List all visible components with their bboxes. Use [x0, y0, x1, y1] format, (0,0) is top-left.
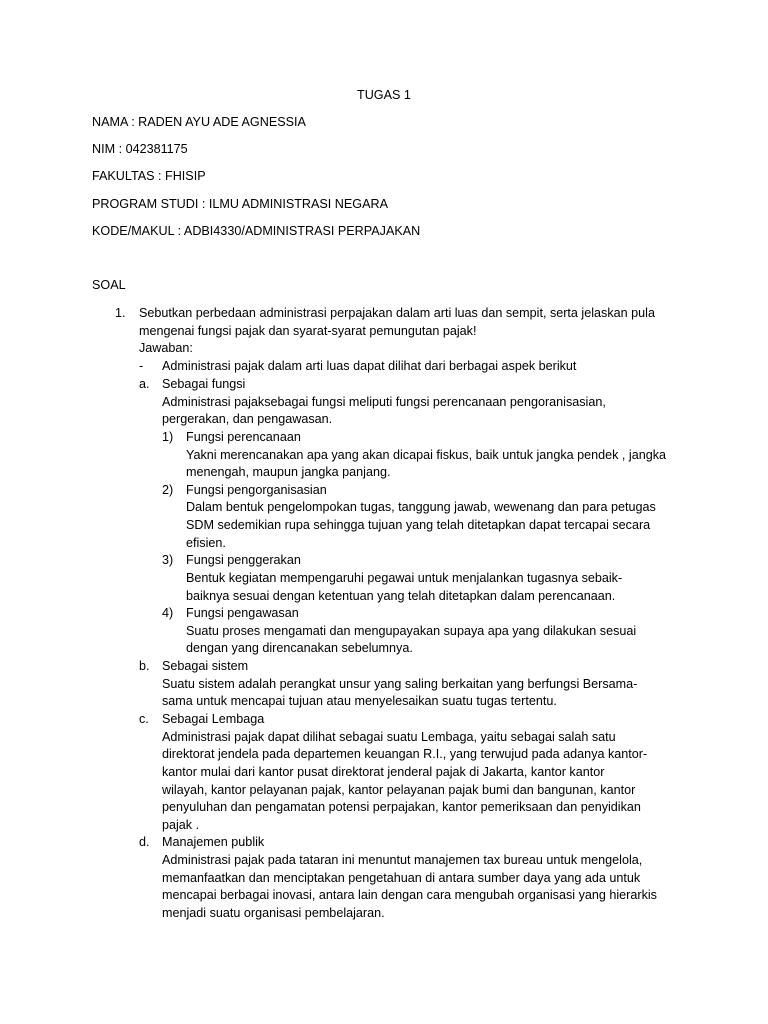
sub-title: Fungsi pengorganisasian [186, 483, 327, 497]
sub-title: Fungsi perencanaan [186, 430, 301, 444]
paragraph-line: kantor mulai dari kantor pusat direktorat jenderal pajak di Jakarta, kantor kantor [162, 765, 605, 779]
sub-marker: 3) [162, 553, 174, 567]
paragraph-line: pergerakan, dan pengawasan. [162, 412, 333, 426]
paragraph-line: Suatu proses mengamati dan mengupayakan supaya apa yang dilakukan sesuai [186, 624, 637, 638]
paragraph-line: baiknya sesuai dengan ketentuan yang telah ditetapkan dalam perencanaan. [186, 589, 616, 603]
faculty: FAKULTAS : FHISIP [92, 169, 206, 183]
paragraph-line: dengan yang direncanakan sebelumnya. [186, 641, 413, 655]
paragraph-line: wilayah, kantor pelayanan pajak, kantor pelayanan pajak bumi dan bangunan, kantor [162, 783, 636, 797]
paragraph-line: memanfaatkan dan menciptakan pengetahuan di antara sumber daya yang ada untuk [162, 871, 641, 885]
paragraph-line: menjadi suatu organisasi pembelajaran. [162, 906, 385, 920]
paragraph-line: Administrasi pajaksebagai fungsi meliputi fungsi perencanaan pengoranisasian, [162, 395, 606, 409]
sub-marker: 1) [162, 430, 174, 444]
dash-marker: - [139, 359, 144, 373]
sub-marker: 4) [162, 606, 174, 620]
paragraph-line: Yakni merencanakan apa yang akan dicapai fiskus, baik untuk jangka pendek , jangka [186, 448, 667, 462]
section-title: Manajemen publik [162, 835, 265, 849]
sub-marker: 2) [162, 483, 174, 497]
answer-intro: Administrasi pajak dalam arti luas dapat dilihat dari berbagai aspek berikut [162, 359, 577, 373]
question-number: 1. [115, 306, 126, 320]
question-line: Sebutkan perbedaan administrasi perpajakan dalam arti luas dan sempit, serta jelaskan pula [139, 306, 655, 320]
paragraph-line: Bentuk kegiatan mempengaruhi pegawai untuk menjalankan tugasnya sebaik- [186, 571, 623, 585]
paragraph-line: Administrasi pajak pada tataran ini menuntut manajemen tax bureau untuk mengelola, [162, 853, 643, 867]
question-line: mengenai fungsi pajak dan syarat-syarat pemungutan pajak! [139, 324, 477, 338]
student-name: NAMA : RADEN AYU ADE AGNESSIA [92, 115, 306, 129]
soal-heading: SOAL [92, 278, 126, 292]
sub-title: Fungsi penggerakan [186, 553, 301, 567]
section-title: Sebagai fungsi [162, 377, 246, 391]
paragraph-line: mencapai berbagai inovasi, antara lain dengan cara mengubah organisasi yang hierarkis [162, 888, 657, 902]
paragraph-line: sama untuk mencapai tujuan atau menyelesaikan suatu tugas tertentu. [162, 694, 557, 708]
section-title: Sebagai Lembaga [162, 712, 265, 726]
list-marker: a. [139, 377, 150, 391]
list-marker: c. [139, 712, 149, 726]
paragraph-line: efisien. [186, 536, 226, 550]
paragraph-line: pajak . [162, 818, 200, 832]
paragraph-line: penyuluhan dan pengamatan potensi perpajakan, kantor pemeriksaan dan penyidikan [162, 800, 641, 814]
paragraph-line: menengah, maupun jangka panjang. [186, 465, 391, 479]
paragraph-line: SDM sedemikian rupa sehingga tujuan yang telah ditetapkan dapat tercapai secara [186, 518, 651, 532]
answer-label: Jawaban: [139, 341, 193, 355]
document-title: TUGAS 1 [357, 88, 411, 102]
list-marker: d. [139, 835, 150, 849]
sub-title: Fungsi pengawasan [186, 606, 299, 620]
paragraph-line: Suatu sistem adalah perangkat unsur yang saling berkaitan yang berfungsi Bersama- [162, 677, 638, 691]
paragraph-line: direktorat jendela pada departemen keuangan R.I., yang terwujud pada adanya kantor- [162, 747, 648, 761]
course-code: KODE/MAKUL : ADBI4330/ADMINISTRASI PERPAJAKAN [92, 224, 421, 238]
paragraph-line: Dalam bentuk pengelompokan tugas, tanggung jawab, wewenang dan para petugas [186, 500, 656, 514]
section-title: Sebagai sistem [162, 659, 249, 673]
list-marker: b. [139, 659, 150, 673]
student-nim: NIM : 042381175 [92, 142, 188, 156]
paragraph-line: Administrasi pajak dapat dilihat sebagai suatu Lembaga, yaitu sebagai salah satu [162, 730, 616, 744]
study-program: PROGRAM STUDI : ILMU ADMINISTRASI NEGARA [92, 197, 388, 211]
